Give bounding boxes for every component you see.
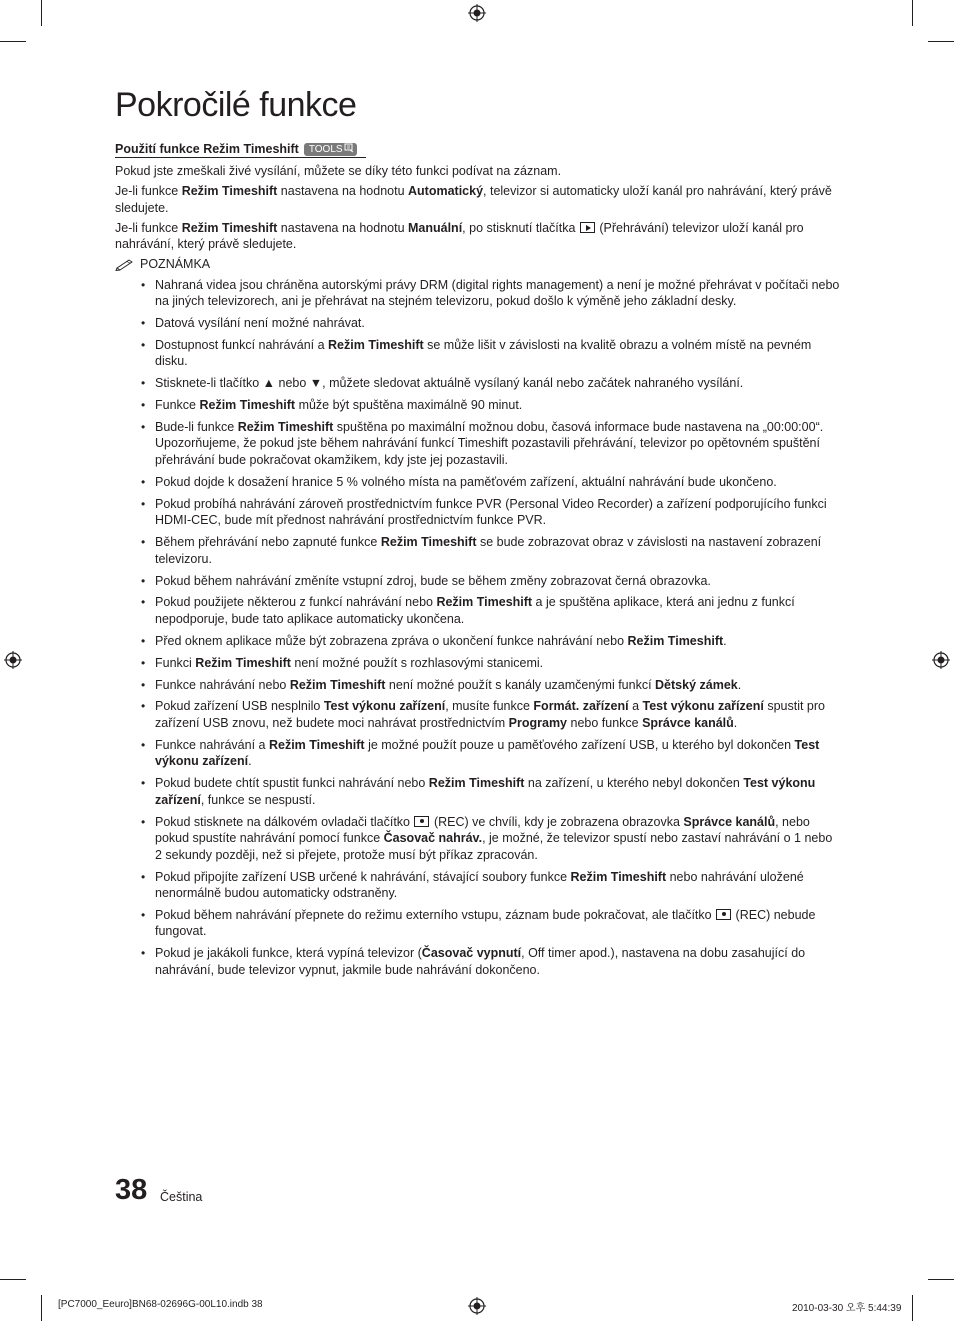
registration-mark-icon <box>4 651 22 669</box>
text-run: nastavena na hodnotu <box>277 184 408 198</box>
bold-term: Časovač nahráv. <box>383 831 483 846</box>
text-run: není možné použít s kanály uzamčenými funkcí <box>385 677 656 692</box>
note-item <box>115 677 840 694</box>
text-run: Pokud připojíte zařízení USB určené k nahrávání, stávající soubory funkce <box>155 869 571 884</box>
bold-term: Časovač vypnutí <box>421 946 522 961</box>
bold-term: Správce kanálů <box>642 715 734 730</box>
text-run: Pokud budete chtít spustit funkci nahrávání nebo <box>155 776 429 791</box>
record-button-icon <box>716 909 731 920</box>
record-button-icon <box>414 816 429 827</box>
bold-term: Režim Timeshift <box>436 595 533 610</box>
note-item <box>115 337 840 370</box>
text-run: (REC) nebude fungovat. <box>155 907 816 939</box>
text-run: může být spuštěna maximálně 90 minut. <box>295 398 523 413</box>
text-run: , je možné, že televizor spustí nebo zastaví nahrávání o 1 nebo 2 sekundy později, než si přejete, protože musí být příkaz zpracován. <box>155 831 833 862</box>
crop-mark <box>912 0 913 26</box>
text-run: Pokud jste zmeškali živé vysílání, můžete se díky této funkci podívat na záznam. <box>115 164 562 178</box>
note-item <box>115 737 840 770</box>
crop-mark <box>41 0 42 26</box>
section-body <box>115 163 840 984</box>
note-item <box>115 496 840 529</box>
intro-paragraph <box>115 183 840 216</box>
note-item <box>115 315 840 332</box>
text-run: není možné použít s rozhlasovými stanicemi. <box>290 655 544 670</box>
note-header <box>115 256 840 273</box>
bold-term: Programy <box>508 715 568 730</box>
text-run: nastavena na hodnotu <box>277 220 408 235</box>
text-run: Stisknete-li tlačítko ▲ nebo ▼, můžete sledovat aktuálně vysílaný kanál nebo začátek nahraného vysílání. <box>155 376 744 391</box>
bold-term: Režim Timeshift <box>570 869 667 884</box>
note-item <box>115 594 840 627</box>
text-run: Pokud dojde k dosažení hranice 5 % volného místa na paměťovém zařízení, aktuální nahrávání bude ukončeno. <box>155 474 777 489</box>
note-item <box>115 775 840 808</box>
text-run: (REC) ve chvíli, kdy je zobrazena obrazovka <box>430 814 684 829</box>
note-item <box>115 655 840 672</box>
text-run: , Off timer apod.), nastavena na dobu zasahující do nahrávání, bude televizor vypnut, jakmile bude nahrávání dokončeno. <box>155 946 806 977</box>
bold-term: Režim Timeshift <box>380 535 477 550</box>
note-item <box>115 633 840 650</box>
bold-term: Test výkonu zařízení <box>323 699 446 714</box>
section-heading <box>115 142 366 158</box>
text-run: Funkce nahrávání nebo <box>155 677 290 692</box>
bold-term: Test výkonu zařízení <box>642 699 764 714</box>
text-run: nebo funkce <box>567 715 643 730</box>
text-run: spustit pro zařízení USB znovu, než budete moci nahrávat prostřednictvím <box>155 699 825 730</box>
tools-badge-label: TOOLS <box>308 144 343 155</box>
note-item <box>115 907 840 940</box>
bold-term: Režim Timeshift <box>237 419 334 434</box>
page-number: 38 <box>115 1174 148 1206</box>
note-item <box>115 534 840 567</box>
footer-file-info: [PC7000_Eeuro]BN68-02696G-00L10.indb 38 <box>58 1299 263 1310</box>
registration-mark-icon <box>468 1297 486 1315</box>
note-item <box>115 474 840 491</box>
bold-term: Režim Timeshift <box>181 220 278 235</box>
note-item <box>115 869 840 902</box>
note-item <box>115 573 840 590</box>
play-button-icon <box>580 222 595 233</box>
footer-timestamp: 2010-03-30 오후 5:44:39 <box>792 1303 902 1314</box>
text-run: Funkci <box>155 655 196 670</box>
note-item <box>115 814 840 864</box>
note-item <box>115 375 840 392</box>
text-run: Je-li funkce <box>115 184 182 198</box>
text-run: Pokud probíhá nahrávání zároveň prostřednictvím funkce PVR (Personal Video Recorder) a zařízení podporujícího funkci HDMI-CEC, bude mít přednost nahrávání prostřednictvím funkce PVR. <box>155 496 827 528</box>
tools-icon <box>304 143 357 156</box>
text-run: Pokud během nahrávání přepnete do režimu externího vstupu, záznam bude pokračovat, ale tlačítko <box>155 907 716 922</box>
text-run: . <box>248 754 252 769</box>
text-run: a <box>628 699 643 714</box>
text-run: Během přehrávání nebo zapnuté funkce <box>155 535 381 550</box>
text-run: nebo nahrávání uložené nenormálně budou automaticky odstraněny. <box>155 869 804 901</box>
note-item <box>115 945 840 978</box>
text-run: Před oknem aplikace může být zobrazena zpráva o ukončení funkce nahrávání nebo <box>155 633 628 648</box>
note-label: POZNÁMKA <box>140 257 211 271</box>
page-title: Pokročilé funkce <box>115 86 357 124</box>
text-run: a je spuštěna aplikace, která ani jednu z funkcí nepodporuje, bude tato aplikace automaticky ukončena. <box>155 595 795 626</box>
text-run: Pokud použijete některou z funkcí nahrávání nebo <box>155 595 437 610</box>
note-item <box>115 277 840 310</box>
text-run: na zařízení, u kterého nebyl dokončen <box>524 776 744 791</box>
text-run: , musíte funkce <box>445 699 534 714</box>
text-run: . <box>737 677 742 692</box>
crop-mark <box>41 1295 42 1321</box>
bold-term: Dětský zámek <box>655 677 738 692</box>
text-run: se může lišit v závislosti na kvalitě obrazu a volném místě na pevném disku. <box>155 337 812 369</box>
text-run: Pokud je jakákoli funkce, která vypíná televizor ( <box>155 946 422 961</box>
pencil-note-icon <box>115 257 137 271</box>
intro-paragraph <box>115 163 840 180</box>
text-run: , televizor si automaticky uloží kanál pro nahrávání, který právě sledujete. <box>115 184 832 215</box>
bold-term: Režim Timeshift <box>268 737 365 752</box>
text-run: je možné použít pouze u paměťového zařízení USB, u kterého byl dokončen <box>364 737 795 752</box>
text-run: Pokud zařízení USB nesplnilo <box>155 699 324 714</box>
page-language: Čeština <box>160 1190 203 1204</box>
text-run: . <box>733 715 738 730</box>
text-run: Pokud během nahrávání změníte vstupní zdroj, bude se během změny zobrazovat černá obrazovka. <box>155 573 711 588</box>
intro-paragraphs <box>115 163 840 253</box>
crop-mark <box>0 1279 26 1280</box>
text-run: se bude zobrazovat obraz v závislosti na nastavení zobrazení televizoru. <box>155 535 822 566</box>
registration-mark-icon <box>468 4 486 22</box>
text-run: Bude-li funkce <box>155 419 238 434</box>
text-run: , funkce se nespustí. <box>200 792 316 807</box>
registration-mark-icon <box>932 651 950 669</box>
note-item <box>115 698 840 731</box>
text-run: Datová vysílání není možné nahrávat. <box>155 315 365 330</box>
text-run: (Přehrávání) televizor uloží kanál pro nahrávání, který právě sledujete. <box>115 220 804 251</box>
crop-mark <box>928 1279 954 1280</box>
text-run: spuštěna po maximální možnou dobu, časová informace bude nastavena na „00:00:00“. Upozorňujeme, že pokud jste během nahrávání funkcí Timeshift pozastavili přehrávání, televizor po opětovném spuštění přehrávání bude pokračovat okamžikem, kdy jste jej pozastavili. <box>155 419 824 467</box>
section-heading-text: Použití funkce Režim Timeshift <box>115 142 299 156</box>
bold-term: Správce kanálů <box>683 814 776 829</box>
text-run: . <box>723 633 727 648</box>
bold-term: Formát. zařízení <box>533 699 629 714</box>
text-run: Funkce <box>155 398 200 413</box>
bold-term: Režim Timeshift <box>627 633 724 648</box>
note-item <box>115 419 840 469</box>
text-run: Nahraná videa jsou chráněna autorskými právy DRM (digital rights management) a není je možné přehrávat v počítači nebo na jiných televizorech, ani je přehrávat na stejném televizoru, pokud došlo k výměně jeho základní desky. <box>155 277 840 308</box>
bold-term: Test výkonu zařízení <box>155 737 820 769</box>
bold-term: Automatický <box>408 184 484 198</box>
bold-term: Režim Timeshift <box>181 184 278 198</box>
text-run: Pokud stisknete na dálkovém ovladači tlačítko <box>155 814 414 829</box>
intro-paragraph <box>115 220 840 253</box>
crop-mark <box>928 41 954 42</box>
text-run: Funkce nahrávání a <box>155 737 269 752</box>
tools-remote-icon <box>344 143 354 153</box>
bold-term: Režim Timeshift <box>199 398 296 413</box>
bold-term: Manuální <box>408 220 463 235</box>
text-run: Je-li funkce <box>115 220 182 235</box>
bold-term: Režim Timeshift <box>289 677 386 692</box>
bold-term: Test výkonu zařízení <box>155 776 816 807</box>
bold-term: Režim Timeshift <box>428 776 525 791</box>
crop-mark <box>912 1295 913 1321</box>
text-run: , po stisknutí tlačítka <box>462 220 579 235</box>
bold-term: Režim Timeshift <box>328 337 424 352</box>
bold-term: Režim Timeshift <box>195 655 291 670</box>
text-run: Dostupnost funkcí nahrávání a <box>155 337 329 352</box>
notes-list <box>115 277 840 979</box>
note-item <box>115 397 840 414</box>
text-run: , nebo pokud spustíte nahrávání pomocí funkce <box>155 814 810 846</box>
crop-mark <box>0 41 26 42</box>
